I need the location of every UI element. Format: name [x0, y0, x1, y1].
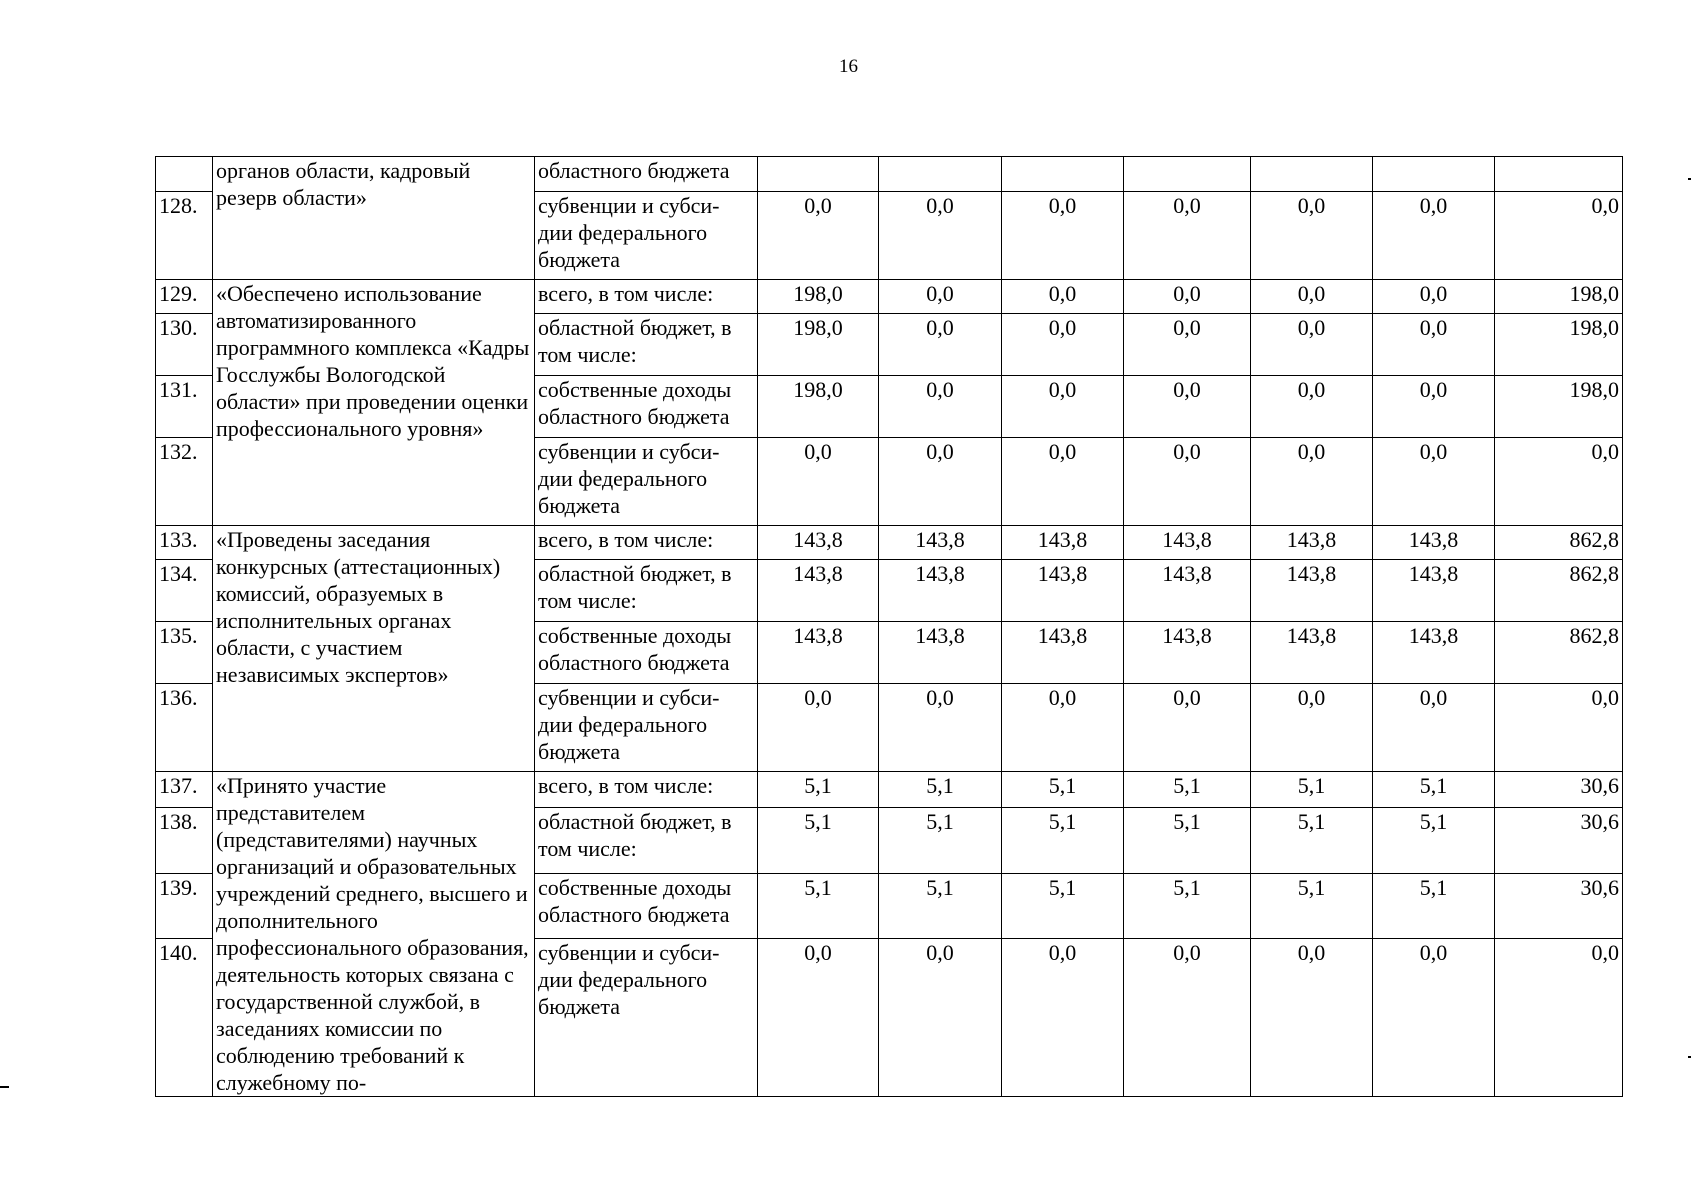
value-cell: 143,8 — [1251, 526, 1373, 560]
value-cell: 5,1 — [1002, 807, 1124, 873]
value-cell: 0,0 — [1124, 684, 1251, 772]
scan-edge-mark — [1688, 178, 1691, 180]
value-cell: 0,0 — [1002, 192, 1124, 280]
value-cell — [1373, 157, 1495, 192]
funding-source: областной бюджет, в том числе: — [535, 314, 758, 376]
value-cell: 143,8 — [879, 560, 1002, 622]
row-number: 135. — [156, 622, 213, 684]
table-row — [156, 157, 1623, 192]
value-cell: 5,1 — [879, 873, 1002, 939]
value-cell: 0,0 — [758, 438, 879, 526]
value-cell: 5,1 — [1373, 873, 1495, 939]
value-cell: 0,0 — [1124, 939, 1251, 1097]
value-cell: 5,1 — [1124, 807, 1251, 873]
value-cell: 143,8 — [758, 622, 879, 684]
value-cell: 5,1 — [758, 807, 879, 873]
value-cell: 143,8 — [1124, 526, 1251, 560]
value-cell — [758, 157, 879, 192]
value-cell: 0,0 — [1002, 314, 1124, 376]
value-cell: 0,0 — [1251, 192, 1373, 280]
value-cell: 0,0 — [758, 939, 879, 1097]
row-number: 132. — [156, 438, 213, 526]
activity-description: «Проведены заседания конкурсных (аттестационных) комиссий, образуемых в исполнительных органах области, с участием независимых экспертов» — [213, 526, 535, 772]
total-cell: 0,0 — [1495, 438, 1623, 526]
value-cell: 5,1 — [1002, 873, 1124, 939]
value-cell: 143,8 — [1373, 526, 1495, 560]
scan-edge-mark — [1688, 1056, 1691, 1058]
value-cell: 0,0 — [1373, 192, 1495, 280]
value-cell: 5,1 — [758, 873, 879, 939]
value-cell: 143,8 — [1124, 560, 1251, 622]
value-cell: 0,0 — [1002, 376, 1124, 438]
budget-table — [155, 156, 1623, 1097]
value-cell: 0,0 — [758, 192, 879, 280]
value-cell: 143,8 — [1002, 526, 1124, 560]
activity-description: «Принято участие представителем (представителями) научных организаций и образовательных учреждений среднего, высшего и дополнительного профессионального образования, деятельность которых связана с государственной службой, в заседаниях комиссии по соблюдению требований к служебному по- — [213, 772, 535, 1097]
table-row — [156, 280, 1623, 314]
funding-source: всего, в том числе: — [535, 772, 758, 808]
total-cell: 30,6 — [1495, 873, 1623, 939]
value-cell: 0,0 — [1002, 438, 1124, 526]
value-cell: 0,0 — [1124, 376, 1251, 438]
value-cell: 0,0 — [1124, 192, 1251, 280]
value-cell: 0,0 — [1251, 280, 1373, 314]
value-cell: 143,8 — [758, 560, 879, 622]
total-cell: 0,0 — [1495, 939, 1623, 1097]
value-cell: 0,0 — [1373, 684, 1495, 772]
value-cell: 0,0 — [879, 314, 1002, 376]
funding-source: собственные доходы областного бюджета — [535, 376, 758, 438]
funding-source: всего, в том числе: — [535, 526, 758, 560]
value-cell: 0,0 — [1002, 684, 1124, 772]
value-cell — [1251, 157, 1373, 192]
value-cell: 143,8 — [1002, 560, 1124, 622]
funding-source: субвенции и субси-дии федерального бюджета — [535, 192, 758, 280]
funding-source: областного бюджета — [535, 157, 758, 192]
funding-source: всего, в том числе: — [535, 280, 758, 314]
total-cell: 198,0 — [1495, 280, 1623, 314]
value-cell: 5,1 — [1124, 873, 1251, 939]
total-cell: 0,0 — [1495, 192, 1623, 280]
row-number: 140. — [156, 939, 213, 1097]
total-cell: 862,8 — [1495, 526, 1623, 560]
row-number: 138. — [156, 807, 213, 873]
value-cell: 198,0 — [758, 376, 879, 438]
row-number: 129. — [156, 280, 213, 314]
value-cell: 143,8 — [1373, 560, 1495, 622]
value-cell: 143,8 — [1124, 622, 1251, 684]
row-number: 136. — [156, 684, 213, 772]
value-cell: 143,8 — [1373, 622, 1495, 684]
value-cell: 0,0 — [879, 192, 1002, 280]
value-cell: 5,1 — [1251, 807, 1373, 873]
value-cell: 198,0 — [758, 280, 879, 314]
row-number: 131. — [156, 376, 213, 438]
value-cell: 0,0 — [1002, 939, 1124, 1097]
funding-source: областной бюджет, в том числе: — [535, 560, 758, 622]
value-cell: 5,1 — [879, 807, 1002, 873]
value-cell: 0,0 — [879, 684, 1002, 772]
value-cell: 5,1 — [758, 772, 879, 808]
row-number: 133. — [156, 526, 213, 560]
value-cell: 0,0 — [1124, 438, 1251, 526]
value-cell: 143,8 — [758, 526, 879, 560]
value-cell: 0,0 — [1124, 280, 1251, 314]
row-number: 130. — [156, 314, 213, 376]
value-cell — [1124, 157, 1251, 192]
total-cell: 198,0 — [1495, 314, 1623, 376]
row-number-cell — [156, 157, 213, 192]
value-cell: 0,0 — [1373, 438, 1495, 526]
value-cell: 143,8 — [879, 526, 1002, 560]
row-number: 139. — [156, 873, 213, 939]
value-cell: 5,1 — [879, 772, 1002, 808]
value-cell: 5,1 — [1251, 772, 1373, 808]
value-cell: 0,0 — [1373, 376, 1495, 438]
funding-source: субвенции и субси-дии федерального бюджета — [535, 939, 758, 1097]
page-number: 16 — [839, 56, 858, 77]
total-cell: 0,0 — [1495, 684, 1623, 772]
value-cell: 143,8 — [1251, 560, 1373, 622]
value-cell: 5,1 — [1251, 873, 1373, 939]
row-number: 137. — [156, 772, 213, 808]
funding-source: субвенции и субси-дии федерального бюджета — [535, 684, 758, 772]
table-row — [156, 526, 1623, 560]
value-cell: 5,1 — [1124, 772, 1251, 808]
value-cell: 0,0 — [879, 376, 1002, 438]
scan-edge-mark — [0, 1086, 9, 1088]
value-cell: 0,0 — [879, 438, 1002, 526]
value-cell: 198,0 — [758, 314, 879, 376]
total-cell: 862,8 — [1495, 622, 1623, 684]
value-cell: 143,8 — [879, 622, 1002, 684]
value-cell: 0,0 — [1124, 314, 1251, 376]
value-cell: 0,0 — [1251, 314, 1373, 376]
value-cell: 0,0 — [1373, 280, 1495, 314]
funding-source: собственные доходы областного бюджета — [535, 873, 758, 939]
total-cell — [1495, 157, 1623, 192]
value-cell — [1002, 157, 1124, 192]
value-cell: 0,0 — [1373, 939, 1495, 1097]
value-cell: 5,1 — [1002, 772, 1124, 808]
value-cell: 5,1 — [1373, 772, 1495, 808]
total-cell: 862,8 — [1495, 560, 1623, 622]
value-cell: 5,1 — [1373, 807, 1495, 873]
value-cell: 143,8 — [1251, 622, 1373, 684]
value-cell: 0,0 — [879, 280, 1002, 314]
value-cell: 0,0 — [1251, 376, 1373, 438]
value-cell: 0,0 — [1373, 314, 1495, 376]
activity-description: органов области, кадровый резерв области» — [213, 157, 535, 280]
value-cell: 0,0 — [1251, 438, 1373, 526]
value-cell: 0,0 — [1251, 684, 1373, 772]
row-number: 128. — [156, 192, 213, 280]
funding-source: собственные доходы областного бюджета — [535, 622, 758, 684]
value-cell: 0,0 — [1002, 280, 1124, 314]
funding-source: областной бюджет, в том числе: — [535, 807, 758, 873]
row-number: 134. — [156, 560, 213, 622]
value-cell: 0,0 — [758, 684, 879, 772]
value-cell: 0,0 — [1251, 939, 1373, 1097]
total-cell: 30,6 — [1495, 772, 1623, 808]
total-cell: 198,0 — [1495, 376, 1623, 438]
value-cell — [879, 157, 1002, 192]
activity-description: «Обеспечено использование автоматизированного программного комплекса «Кадры Госслужбы Вологодской области» при проведении оценки профессионального уровня» — [213, 280, 535, 526]
value-cell: 0,0 — [879, 939, 1002, 1097]
value-cell: 143,8 — [1002, 622, 1124, 684]
table-row — [156, 772, 1623, 808]
funding-source: субвенции и субси-дии федерального бюджета — [535, 438, 758, 526]
table-body — [156, 157, 1623, 1097]
total-cell: 30,6 — [1495, 807, 1623, 873]
